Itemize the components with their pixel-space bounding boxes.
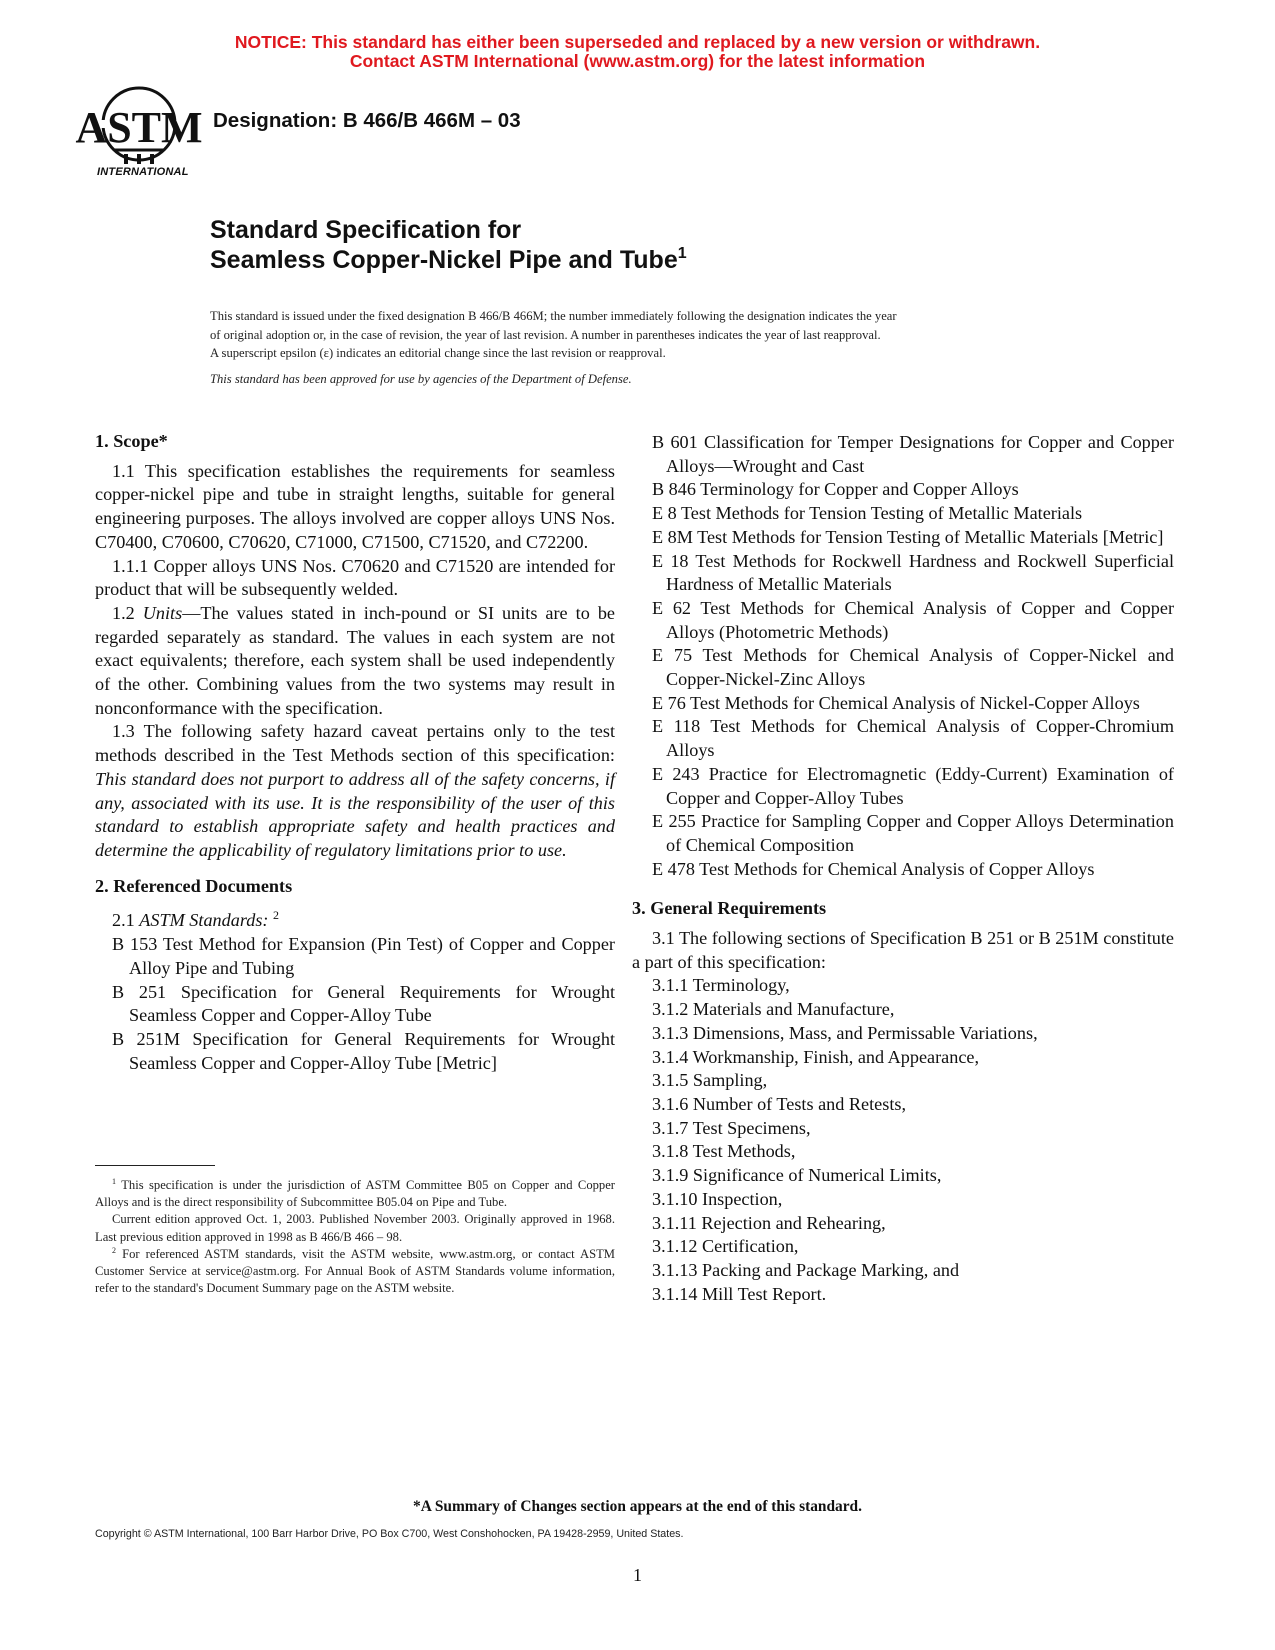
page-number: 1 bbox=[633, 1565, 642, 1585]
ref-item: E 243 Practice for Electromagnetic (Eddy-Current) Examination of Copper and Copper-Alloy Tubes bbox=[652, 763, 1174, 808]
title-line-1: Standard Specification for bbox=[210, 216, 522, 244]
scope-1-2: 1.2 Units—The values stated in inch-pound or SI units are to be regarded separately as standard. The values in each system are not exact equivalents; therefore, each system shall be used independently of the other. Combining values from the two systems may result in nonconformance with the specification. bbox=[95, 602, 616, 718]
footnotes bbox=[95, 1177, 615, 1297]
ref-item: E 118 Test Methods for Chemical Analysis of Copper-Chromium Alloys bbox=[652, 716, 1174, 761]
general-item: 3.1.1 Terminology, bbox=[652, 975, 790, 996]
general-item: 3.1.8 Test Methods, bbox=[652, 1141, 796, 1162]
general-item: 3.1.9 Significance of Numerical Limits, bbox=[652, 1165, 942, 1186]
footnote-2: $^2$ For referenced ASTM standards, visit the ASTM website, www.astm.org, or contact ASTM Customer Service at service@astm.org. For Annual Book of ASTM Standards volume information, refer to the standard's Document Summary page on the ASTM website. bbox=[95, 1245, 616, 1296]
general-item: 3.1.6 Number of Tests and Retests, bbox=[652, 1093, 906, 1114]
general-heading: 3. General Requirements bbox=[632, 898, 827, 919]
title-footnote-mark: 1 bbox=[677, 245, 687, 262]
general-item: 3.1.3 Dimensions, Mass, and Permissable Variations, bbox=[652, 1022, 1038, 1043]
ref-item: E 62 Test Methods for Chemical Analysis of Copper and Copper Alloys (Photometric Methods) bbox=[652, 597, 1174, 642]
astm-standards-label: 2.1 ASTM Standards: $^2$ bbox=[112, 908, 279, 931]
scope-1-1-1: 1.1.1 Copper alloys UNS Nos. C70620 and C71520 are intended for product that will be subsequently welded. bbox=[95, 555, 615, 600]
footnote-divider bbox=[95, 1165, 215, 1166]
right-column bbox=[632, 431, 1174, 1306]
ref-item: E 76 Test Methods for Chemical Analysis of Nickel-Copper Alloys bbox=[652, 692, 1140, 713]
copyright: Copyright © ASTM International, 100 Barr Harbor Drive, PO Box C700, West Conshohocken, PA 19428-2959, United States. bbox=[95, 1528, 684, 1540]
ref-item: B 251 Specification for General Requirements for Wrought Seamless Copper and Copper-Alloy Tube bbox=[112, 981, 615, 1026]
ref-item: B 153 Test Method for Expansion (Pin Test) of Copper and Copper Alloy Pipe and Tubing bbox=[112, 934, 615, 978]
astm-logo-icon bbox=[75, 84, 203, 168]
general-3-1: 3.1 The following sections of Specification B 251 or B 251M constitute a part of this specification: bbox=[632, 928, 1174, 972]
ref-item: B 846 Terminology for Copper and Copper Alloys bbox=[652, 479, 1019, 500]
title-line-2: Seamless Copper-Nickel Pipe and Tube$^1$ bbox=[210, 245, 687, 274]
logo-text: INTERNATIONAL bbox=[97, 166, 189, 178]
ref-item: E 255 Practice for Sampling Copper and Copper Alloys Determination of Chemical Composition bbox=[652, 811, 1174, 855]
ref-item: E 75 Test Methods for Chemical Analysis of Copper-Nickel and Copper-Nickel-Zinc Alloys bbox=[652, 645, 1174, 690]
notice-line-2: Contact ASTM International (www.astm.org) for the latest information bbox=[349, 51, 926, 71]
left-column bbox=[95, 430, 615, 1075]
ref-item: E 8M Test Methods for Tension Testing of Metallic Materials [Metric] bbox=[652, 526, 1164, 547]
general-item: 3.1.2 Materials and Manufacture, bbox=[652, 999, 895, 1020]
ref-item: B 251M Specification for General Requirements for Wrought Seamless Copper and Copper-Alloy Tube [Metric] bbox=[112, 1028, 615, 1073]
general-item: 3.1.4 Workmanship, Finish, and Appearance, bbox=[652, 1046, 980, 1067]
withdrawal-notice bbox=[0, 33, 1275, 71]
general-item: 3.1.10 Inspection, bbox=[652, 1188, 783, 1209]
scope-heading: 1. Scope* bbox=[95, 431, 168, 451]
ref-item: E 8 Test Methods for Tension Testing of Metallic Materials bbox=[652, 503, 1083, 524]
document-title bbox=[210, 215, 687, 275]
scope-1-1: 1.1 This specification establishes the requirements for seamless copper-nickel pipe and tube in straight lengths, suitable for general engineering purposes. The alloys involved are copper alloys UNS Nos. C70400, C70600, C70620, C71000, C71500, C71520, and C72200. bbox=[95, 460, 615, 552]
general-item: 3.1.7 Test Specimens, bbox=[652, 1117, 811, 1138]
general-item: 3.1.5 Sampling, bbox=[652, 1070, 768, 1091]
designation: Designation: B 466/B 466M – 03 bbox=[213, 109, 521, 132]
general-item: 3.1.11 Rejection and Rehearing, bbox=[652, 1212, 886, 1233]
footnote-1-edition: Current edition approved Oct. 1, 2003. Published November 2003. Originally approved in 1968. Last previous edition approved in 1998 as B 466/B 466 – 98. bbox=[95, 1212, 615, 1244]
referenced-heading: 2. Referenced Documents bbox=[95, 875, 293, 896]
summary-note: *A Summary of Changes section appears at the end of this standard. bbox=[413, 1498, 862, 1515]
general-item: 3.1.13 Packing and Package Marking, and bbox=[652, 1259, 960, 1280]
scope-1-3: 1.3 The following safety hazard caveat pertains only to the test methods described in the Test Methods section of this specification: This standard does not purport to address all of the safety concerns, if any, associated with its use. It is the responsibility of the user of this standard to establish appropriate safety and health practices and determine the applicability of regulatory limitations prior to use. bbox=[95, 721, 615, 860]
dod-approval: This standard has been approved for use by agencies of the Department of Defense. bbox=[210, 372, 632, 386]
ref-item: B 601 Classification for Temper Designations for Copper and Copper Alloys—Wrought and Cast bbox=[652, 432, 1174, 476]
footnote-1: $^1$ This specification is under the jurisdiction of ASTM Committee B05 on Copper and Copper Alloys and is the direct responsibility of Subcommittee B05.04 on Pipe and Tube. bbox=[95, 1177, 615, 1210]
general-item: 3.1.14 Mill Test Report. bbox=[652, 1283, 827, 1304]
ref-item: E 18 Test Methods for Rockwell Hardness and Rockwell Superficial Hardness of Metallic Materials bbox=[652, 550, 1174, 595]
issuance-statement: This standard is issued under the fixed designation B 466/B 466M; the number immediately following the designation indicates the year of original adoption or, in the case of revision, the year of last revision. A number in parentheses indicates the year of last reapproval. A superscript epsilon (ε) indicates an editorial change since the last revision or reapproval. bbox=[210, 309, 897, 361]
logo-letters: ASTM bbox=[75, 103, 203, 152]
notice-line-1: NOTICE: This standard has either been superseded and replaced by a new version or withdrawn. bbox=[234, 32, 1041, 52]
ref-item: E 478 Test Methods for Chemical Analysis of Copper Alloys bbox=[652, 858, 1095, 879]
general-item: 3.1.12 Certification, bbox=[652, 1236, 799, 1257]
